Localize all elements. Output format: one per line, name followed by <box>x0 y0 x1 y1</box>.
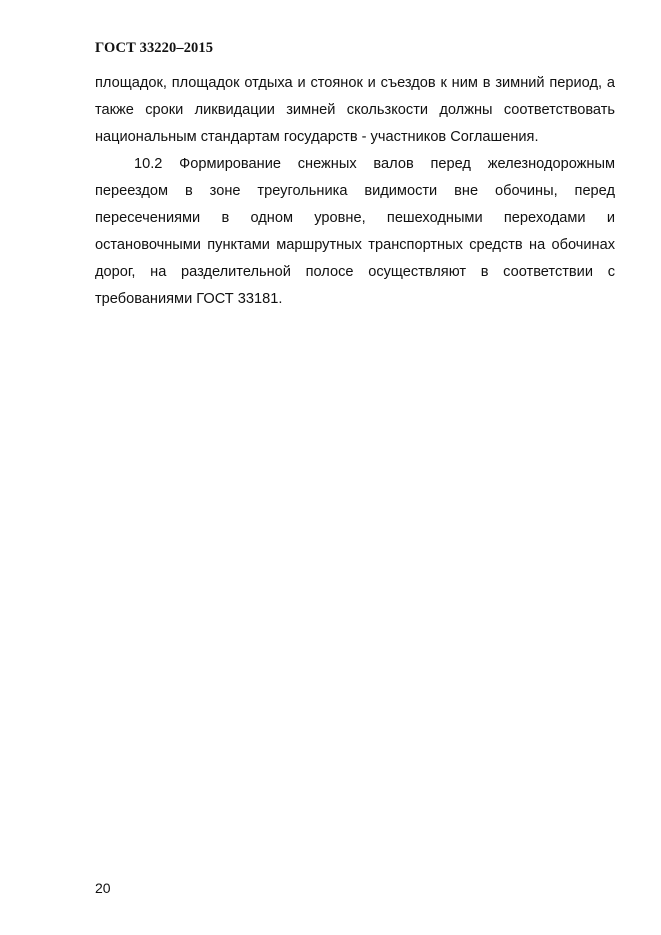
paragraph-continuation: площадок, площадок отдыха и стоянок и съездов к ним в зимний период, а также сроки ликвидации зимней скользкости должны соответствовать национальным стандартам государств - участников Соглашения. <box>95 75 615 145</box>
body-text <box>95 70 615 313</box>
page-number: 20 <box>95 880 111 896</box>
document-header: ГОСТ 33220–2015 <box>95 40 214 56</box>
paragraph-clause-10-2: 10.2 Формирование снежных валов перед железнодорожным переездом в зоне треугольника видимости вне обочины, перед пересечениями в одном уровне, пешеходными переходами и остановочными пунктами маршрутных транспортных средств на обочинах дорог, на разделительной полосе осуществляют в соответствии с требованиями ГОСТ 33181. <box>95 156 615 307</box>
